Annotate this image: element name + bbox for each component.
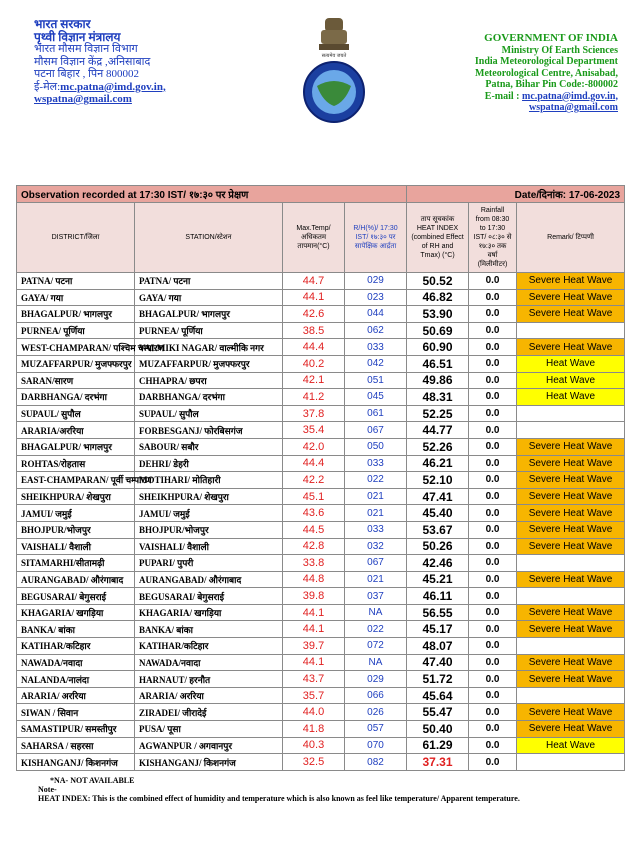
cell-rf: 0.0 (469, 339, 517, 356)
cell-rf: 0.0 (469, 588, 517, 605)
table-row (17, 273, 625, 290)
cell-hi: 51.72 (407, 671, 469, 688)
cell-temp: 38.5 (283, 322, 345, 339)
cell-station: MOTIHARI/ मोतिहारी (135, 472, 283, 489)
cell-temp: 40.2 (283, 355, 345, 372)
cell-temp: 45.1 (283, 488, 345, 505)
cell-station: BHAGALPUR/ भागलपुर (135, 306, 283, 323)
table-row (17, 339, 625, 356)
cell-rf: 0.0 (469, 604, 517, 621)
cell-temp: 41.8 (283, 721, 345, 738)
cell-rh: 033 (345, 521, 407, 538)
na-note: *NA- NOT AVAILABLE (50, 776, 135, 785)
table-row (17, 754, 625, 771)
cell-station: AGWANPUR / अगवानपुर (135, 737, 283, 754)
cell-hi: 37.31 (407, 754, 469, 771)
cell-hi: 56.55 (407, 604, 469, 621)
cell-rf: 0.0 (469, 571, 517, 588)
cell-rf: 0.0 (469, 555, 517, 572)
cell-station: KHAGARIA/ खगड़िया (135, 604, 283, 621)
cell-rh: 021 (345, 488, 407, 505)
cell-remark: Severe Heat Wave (517, 704, 625, 721)
cell-station: PURNEA/ पूर्णिया (135, 322, 283, 339)
cell-temp: 42.2 (283, 472, 345, 489)
cell-remark: Severe Heat Wave (517, 538, 625, 555)
cell-remark (517, 555, 625, 572)
cell-rf: 0.0 (469, 422, 517, 439)
cell-temp: 40.3 (283, 737, 345, 754)
table-row (17, 604, 625, 621)
table-row (17, 438, 625, 455)
table-row (17, 571, 625, 588)
cell-district: DARBHANGA/ दरभंगा (17, 389, 135, 406)
cell-station: KATIHAR/कटिहार (135, 638, 283, 655)
table-row (17, 521, 625, 538)
cell-temp: 44.4 (283, 455, 345, 472)
cell-district: SITAMARHI/सीतामढ़ी (17, 555, 135, 572)
cell-temp: 33.8 (283, 555, 345, 572)
cell-temp: 43.6 (283, 505, 345, 522)
cell-rf: 0.0 (469, 704, 517, 721)
cell-district: BHAGALPUR/ भागलपुर (17, 438, 135, 455)
cell-rf: 0.0 (469, 687, 517, 704)
cell-rh: 066 (345, 687, 407, 704)
cell-hi: 52.10 (407, 472, 469, 489)
cell-district: BEGUSARAI/ बेगुसराई (17, 588, 135, 605)
cell-district: WEST-CHAMPARAN/ पश्चिम चम्पारण (17, 339, 135, 356)
cell-station: SUPAUL/ सुपौल (135, 405, 283, 422)
cell-rh: 029 (345, 273, 407, 290)
cell-rf: 0.0 (469, 289, 517, 306)
cell-district: ARARIA/अररिया (17, 422, 135, 439)
header-hindi (34, 18, 166, 106)
cell-hi: 47.41 (407, 488, 469, 505)
cell-rf: 0.0 (469, 355, 517, 372)
cell-district: SUPAUL/ सुपौल (17, 405, 135, 422)
cell-rf: 0.0 (469, 322, 517, 339)
cell-temp: 42.1 (283, 372, 345, 389)
cell-hi: 61.29 (407, 737, 469, 754)
table-row (17, 588, 625, 605)
cell-station: KISHANGANJ/ किशनगंज (135, 754, 283, 771)
email-label-hindi: ई-मेल: (34, 80, 61, 93)
cell-hi: 45.64 (407, 687, 469, 704)
cell-hi: 48.07 (407, 638, 469, 655)
cell-rh: 062 (345, 322, 407, 339)
cell-station: DEHRI/ डेहरी (135, 455, 283, 472)
cell-station: VAISHALI/ वैशाली (135, 538, 283, 555)
cell-station: NAWADA/नवादा (135, 654, 283, 671)
ministry-hindi: पृथ्वी विज्ञान मंत्रालय (34, 29, 121, 44)
cell-remark: Severe Heat Wave (517, 505, 625, 522)
observation-table (16, 185, 625, 771)
cell-hi: 52.26 (407, 438, 469, 455)
cell-rf: 0.0 (469, 488, 517, 505)
cell-rh: 067 (345, 422, 407, 439)
email-link-imd-right[interactable]: mc.patna@imd.gov.in, (522, 90, 618, 102)
cell-rh: 082 (345, 754, 407, 771)
cell-station: HARNAUT/ हरनौत (135, 671, 283, 688)
cell-rh: 033 (345, 339, 407, 356)
cell-hi: 52.25 (407, 405, 469, 422)
cell-temp: 42.6 (283, 306, 345, 323)
cell-district: VAISHALI/ वैशाली (17, 538, 135, 555)
cell-temp: 44.5 (283, 521, 345, 538)
cell-remark: Severe Heat Wave (517, 488, 625, 505)
cell-hi: 50.69 (407, 322, 469, 339)
cell-station: AURANGABAD/ औरंगाबाद (135, 571, 283, 588)
cell-district: BANKA/ बांका (17, 621, 135, 638)
cell-temp: 35.7 (283, 687, 345, 704)
cell-remark: Severe Heat Wave (517, 339, 625, 356)
cell-hi: 53.67 (407, 521, 469, 538)
cell-station: DARBHANGA/ दरभंगा (135, 389, 283, 406)
cell-rf: 0.0 (469, 389, 517, 406)
cell-station: CHHAPRA/ छपरा (135, 372, 283, 389)
cell-station: FORBESGANJ/ फोरबिसगंज (135, 422, 283, 439)
table-row (17, 405, 625, 422)
cell-station: ZIRADEI/ जीरादेई (135, 704, 283, 721)
cell-temp: 44.4 (283, 339, 345, 356)
cell-remark: Heat Wave (517, 389, 625, 406)
cell-rh: 021 (345, 505, 407, 522)
notes-section (38, 776, 520, 803)
cell-remark (517, 322, 625, 339)
cell-temp: 42.8 (283, 538, 345, 555)
govt-hindi: भारत सरकार (34, 17, 91, 31)
cell-rf: 0.0 (469, 621, 517, 638)
cell-rh: 023 (345, 289, 407, 306)
table-row (17, 322, 625, 339)
cell-temp: 35.4 (283, 422, 345, 439)
cell-district: SAMASTIPUR/ समस्तीपुर (17, 721, 135, 738)
cell-district: GAYA/ गया (17, 289, 135, 306)
cell-station: JAMUI/ जमुई (135, 505, 283, 522)
table-row (17, 455, 625, 472)
cell-temp: 44.1 (283, 289, 345, 306)
col-heat-index: ताप सूचकांक HEAT INDEX (combined Effect of RH and Tmax) (°C) (407, 203, 469, 273)
table-row (17, 538, 625, 555)
cell-temp: 32.5 (283, 754, 345, 771)
cell-station: PUSA/ पूसा (135, 721, 283, 738)
col-max-temp: Max.Temp/ अधिकतम तापमान(°C) (283, 203, 345, 273)
cell-district: SARAN/सारण (17, 372, 135, 389)
cell-district: SHEIKHPURA/ शेखपुरा (17, 488, 135, 505)
cell-station: BANKA/ बांका (135, 621, 283, 638)
table-row (17, 737, 625, 754)
cell-temp: 44.1 (283, 604, 345, 621)
col-station: STATION/स्टेशन (135, 203, 283, 273)
cell-remark: Heat Wave (517, 355, 625, 372)
cell-rh: 033 (345, 455, 407, 472)
cell-remark: Heat Wave (517, 737, 625, 754)
heat-index-note: HEAT INDEX: This is the combined effect of humidity and temperature which is also known as feel like temperature/ Apparent temperature. (38, 794, 520, 803)
cell-rf: 0.0 (469, 521, 517, 538)
cell-district: BHOJPUR/भोजपुर (17, 521, 135, 538)
cell-hi: 50.26 (407, 538, 469, 555)
cell-temp: 44.1 (283, 654, 345, 671)
table-row (17, 422, 625, 439)
cell-hi: 53.90 (407, 306, 469, 323)
email-link-gmail-left[interactable]: wspatna@gmail.com (34, 93, 132, 105)
table-row (17, 638, 625, 655)
cell-rh: 067 (345, 555, 407, 572)
address-english: Patna, Bihar Pin Code:-800002 (485, 79, 618, 90)
cell-district: ROHTAS/रोहतास (17, 455, 135, 472)
observation-date: Date/दिनांक: 17-06-2023 (407, 186, 625, 203)
cell-rf: 0.0 (469, 455, 517, 472)
table-row (17, 621, 625, 638)
col-rainfall: Rainfall from 08:30 to 17:30 IST/ ०८:३० से १७:३० तक वर्षा (मिलीमीटर) (469, 203, 517, 273)
cell-hi: 50.40 (407, 721, 469, 738)
table-row (17, 555, 625, 572)
cell-rh: 051 (345, 372, 407, 389)
cell-station: SABOUR/ सबौर (135, 438, 283, 455)
cell-rh: 044 (345, 306, 407, 323)
cell-station: ARARIA/ अररिया (135, 687, 283, 704)
cell-district: PATNA/ पटना (17, 273, 135, 290)
cell-station: MUZAFFARPUR/ मुजफ्फरपुर (135, 355, 283, 372)
cell-remark: Severe Heat Wave (517, 472, 625, 489)
cell-hi: 45.40 (407, 505, 469, 522)
email-english-row (475, 91, 618, 103)
cell-hi: 55.47 (407, 704, 469, 721)
cell-district: KHAGARIA/ खगड़िया (17, 604, 135, 621)
email-link-imd-left[interactable]: mc.patna@imd.gov.in, (60, 80, 166, 93)
column-header-row (17, 203, 625, 273)
cell-rf: 0.0 (469, 654, 517, 671)
table-row (17, 389, 625, 406)
table-row (17, 472, 625, 489)
cell-remark: Severe Heat Wave (517, 571, 625, 588)
table-title-row (17, 186, 625, 203)
cell-rh: 032 (345, 538, 407, 555)
col-rh: R/H(%)/ 17:30 IST/ १७:३० पर सापेक्षिक आर्द्रता (345, 203, 407, 273)
table-row (17, 721, 625, 738)
cell-remark (517, 687, 625, 704)
cell-remark: Severe Heat Wave (517, 273, 625, 290)
observation-time-title: Observation recorded at 17:30 IST/ १७:३० पर प्रेक्षण (17, 186, 407, 203)
cell-rf: 0.0 (469, 638, 517, 655)
cell-station: PUPARI/ पुपरी (135, 555, 283, 572)
cell-district: PURNEA/ पूर्णिया (17, 322, 135, 339)
col-remark: Remark/ टिप्पणी (517, 203, 625, 273)
cell-district: AURANGABAD/ औरंगाबाद (17, 571, 135, 588)
cell-rf: 0.0 (469, 538, 517, 555)
svg-text:सत्यमेव जयते: सत्यमेव जयते (321, 53, 347, 59)
cell-remark (517, 422, 625, 439)
email-hindi-row (34, 81, 166, 94)
cell-hi: 46.11 (407, 588, 469, 605)
cell-hi: 50.52 (407, 273, 469, 290)
cell-remark: Severe Heat Wave (517, 289, 625, 306)
header-english (475, 33, 618, 114)
cell-rh: 021 (345, 571, 407, 588)
cell-district: EAST-CHAMPARAN/ पूर्वी चम्पारण (17, 472, 135, 489)
globe-icon (304, 62, 364, 122)
table-body (17, 273, 625, 771)
cell-rf: 0.0 (469, 372, 517, 389)
cell-rh: 045 (345, 389, 407, 406)
cell-remark: Severe Heat Wave (517, 654, 625, 671)
cell-temp: 44.0 (283, 704, 345, 721)
table-row (17, 488, 625, 505)
cell-remark (517, 588, 625, 605)
cell-temp: 44.8 (283, 571, 345, 588)
cell-rh: 042 (345, 355, 407, 372)
cell-hi: 47.40 (407, 654, 469, 671)
table-row (17, 289, 625, 306)
cell-station: GAYA/ गया (135, 289, 283, 306)
centre-hindi: मौसम विज्ञान केंद्र ,अनिसाबाद (34, 55, 151, 68)
cell-hi: 49.86 (407, 372, 469, 389)
cell-rh: 072 (345, 638, 407, 655)
cell-hi: 48.31 (407, 389, 469, 406)
cell-remark: Severe Heat Wave (517, 604, 625, 621)
cell-district: NALANDA/नालंदा (17, 671, 135, 688)
cell-rf: 0.0 (469, 754, 517, 771)
cell-station: BHOJPUR/भोजपुर (135, 521, 283, 538)
cell-hi: 46.21 (407, 455, 469, 472)
cell-district: KISHANGANJ/ किशनगंज (17, 754, 135, 771)
cell-rh: 022 (345, 472, 407, 489)
cell-district: NAWADA/नवादा (17, 654, 135, 671)
cell-district: BHAGALPUR/ भागलपुर (17, 306, 135, 323)
table-row (17, 654, 625, 671)
cell-rh: 026 (345, 704, 407, 721)
cell-remark: Severe Heat Wave (517, 306, 625, 323)
cell-remark: Severe Heat Wave (517, 455, 625, 472)
imd-english: India Meteorological Department (474, 56, 618, 67)
ministry-english: Ministry Of Earth Sciences (501, 44, 618, 56)
cell-district: ARARIA/ अररिया (17, 687, 135, 704)
cell-rf: 0.0 (469, 721, 517, 738)
address-hindi: पटना बिहार , पिन 800002 (34, 68, 140, 80)
cell-rf: 0.0 (469, 671, 517, 688)
imd-hindi: भारत मौसम विज्ञान विभाग (34, 43, 138, 55)
lion-capital-icon (319, 18, 349, 59)
email-link-gmail-right[interactable]: wspatna@gmail.com (528, 102, 618, 113)
cell-station: VALMIKI NAGAR/ वाल्मीकि नगर (135, 339, 283, 356)
cell-remark: Heat Wave (517, 372, 625, 389)
cell-district: SIWAN / सिवान (17, 704, 135, 721)
cell-rf: 0.0 (469, 472, 517, 489)
cell-rf: 0.0 (469, 438, 517, 455)
table-row (17, 687, 625, 704)
cell-remark (517, 638, 625, 655)
cell-hi: 46.51 (407, 355, 469, 372)
cell-rh: 057 (345, 721, 407, 738)
cell-temp: 37.8 (283, 405, 345, 422)
centre-english: Meteorological Centre, Anisabad, (475, 67, 618, 79)
cell-temp: 44.7 (283, 273, 345, 290)
cell-rh: 037 (345, 588, 407, 605)
cell-rf: 0.0 (469, 273, 517, 290)
cell-district: JAMUI/ जमुई (17, 505, 135, 522)
table-row (17, 306, 625, 323)
cell-hi: 44.77 (407, 422, 469, 439)
table-row (17, 372, 625, 389)
cell-rh: 061 (345, 405, 407, 422)
cell-temp: 42.0 (283, 438, 345, 455)
cell-remark: Severe Heat Wave (517, 438, 625, 455)
email-label-english: E-mail : (484, 90, 523, 102)
cell-hi: 45.17 (407, 621, 469, 638)
cell-rh: 022 (345, 621, 407, 638)
cell-remark: Severe Heat Wave (517, 521, 625, 538)
cell-temp: 41.2 (283, 389, 345, 406)
cell-hi: 45.21 (407, 571, 469, 588)
cell-remark: Severe Heat Wave (517, 671, 625, 688)
cell-hi: 42.46 (407, 555, 469, 572)
cell-rh: 050 (345, 438, 407, 455)
cell-temp: 39.7 (283, 638, 345, 655)
table-row (17, 505, 625, 522)
cell-temp: 44.1 (283, 621, 345, 638)
cell-station: PATNA/ पटना (135, 273, 283, 290)
cell-rf: 0.0 (469, 306, 517, 323)
table-row (17, 704, 625, 721)
cell-station: SHEIKHPURA/ शेखपुरा (135, 488, 283, 505)
cell-district: KATIHAR/कटिहार (17, 638, 135, 655)
imd-emblem-logo (295, 16, 373, 126)
cell-remark: Severe Heat Wave (517, 721, 625, 738)
table-row (17, 355, 625, 372)
cell-temp: 39.8 (283, 588, 345, 605)
cell-rh: 070 (345, 737, 407, 754)
cell-remark (517, 754, 625, 771)
cell-rh: NA (345, 654, 407, 671)
cell-rf: 0.0 (469, 405, 517, 422)
cell-rh: NA (345, 604, 407, 621)
cell-hi: 46.82 (407, 289, 469, 306)
cell-district: MUZAFFARPUR/ मुजफ्फरपुर (17, 355, 135, 372)
cell-rh: 029 (345, 671, 407, 688)
cell-station: BEGUSARAI/ बेगुसराई (135, 588, 283, 605)
cell-remark: Severe Heat Wave (517, 621, 625, 638)
cell-temp: 43.7 (283, 671, 345, 688)
cell-rf: 0.0 (469, 737, 517, 754)
cell-hi: 60.90 (407, 339, 469, 356)
cell-district: SAHARSA / सहरसा (17, 737, 135, 754)
note-label: Note- (38, 785, 57, 794)
table-row (17, 671, 625, 688)
cell-remark (517, 405, 625, 422)
govt-english: GOVERNMENT OF INDIA (484, 32, 618, 44)
col-district: DISTRICT/जिला (17, 203, 135, 273)
cell-rf: 0.0 (469, 505, 517, 522)
